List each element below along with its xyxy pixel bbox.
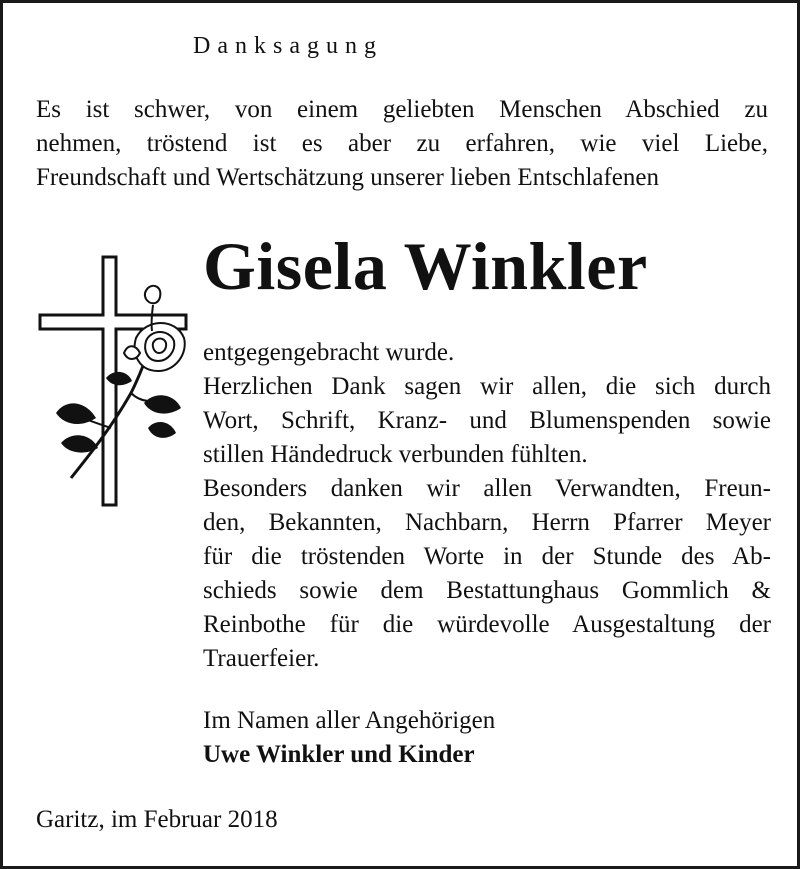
place-date: Garitz, im Februar 2018 bbox=[36, 806, 278, 833]
cross-with-rose-icon bbox=[36, 253, 196, 513]
notice-heading: Danksagung bbox=[193, 33, 383, 59]
intro-line: Freundschaft und Wertschätzung unserer lieben Entschlafenen bbox=[36, 164, 659, 191]
body-line: entgegengebracht wurde. bbox=[203, 339, 455, 366]
intro-line: Es ist schwer, von einem geliebten Menschen Abschied zu bbox=[36, 96, 768, 123]
body-line: Herzlichen Dank sagen wir allen, die sich durch bbox=[203, 373, 771, 400]
body-line: stillen Händedruck verbunden fühlten. bbox=[203, 441, 588, 468]
closing-block bbox=[203, 704, 495, 772]
body-line: den, Bekannten, Nachbarn, Herrn Pfarrer Meyer bbox=[203, 509, 771, 536]
body-line: für die tröstenden Worte in der Stunde des Ab- bbox=[203, 543, 771, 570]
closing-line: Im Namen aller Angehörigen bbox=[203, 707, 496, 734]
signer-name: Uwe Winkler und Kinder bbox=[203, 741, 475, 768]
intro-paragraph bbox=[36, 93, 768, 195]
body-line: schieds sowie dem Bestattunghaus Gommlich & bbox=[203, 577, 771, 604]
intro-line: nehmen, tröstend ist es aber zu erfahren, wie viel Liebe, bbox=[36, 130, 768, 157]
body-paragraph bbox=[203, 336, 771, 676]
body-line: Reinbothe für die würdevolle Ausgestaltung der bbox=[203, 611, 771, 638]
deceased-name: Gisela Winkler bbox=[203, 228, 648, 304]
body-line: Wort, Schrift, Kranz- und Blumenspenden sowie bbox=[203, 407, 771, 434]
body-line: Besonders danken wir allen Verwandten, Freun- bbox=[203, 475, 771, 502]
body-line: Trauerfeier. bbox=[203, 645, 320, 672]
